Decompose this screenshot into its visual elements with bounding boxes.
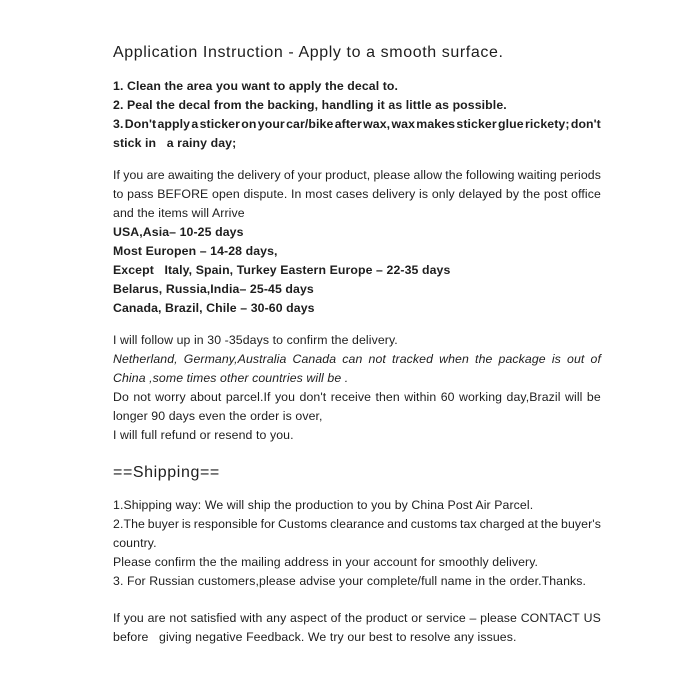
follow-up-line: I will full refund or resend to you. (113, 428, 294, 442)
follow-up-line: longer 90 days even the order is over, (113, 409, 323, 423)
shipping-heading-block (113, 462, 601, 484)
feedback-note-line: If you are not satisfied with any aspect of the product or service – please CONTACT US (113, 611, 601, 625)
delivery-time-line: Most Europen – 14-28 days, (113, 244, 278, 258)
follow-up-notes (113, 331, 601, 445)
delivery-notice (113, 166, 601, 223)
shipping-term-line: Please confirm the the mailing address in your account for smoothly delivery. (113, 555, 539, 569)
shipping-term-line: 2.The buyer is responsible for Customs clearance and customs tax charged at the buyer's (113, 517, 601, 531)
delivery-notice-line: and the items will Arrive (113, 206, 245, 220)
delivery-time-line: Except Italy, Spain, Turkey Eastern Europe – 22-35 days (113, 263, 451, 277)
page-title: Application Instruction - Apply to a smooth surface. (113, 44, 504, 61)
delivery-time-line: Belarus, Russia,India– 25-45 days (113, 282, 314, 296)
delivery-time-line: USA,Asia– 10-25 days (113, 225, 244, 239)
page-title-block (113, 42, 601, 64)
follow-up-line: Do not worry about parcel.If you don't receive then within 60 working day,Brazil will be (113, 390, 601, 404)
delivery-notice-line: to pass BEFORE open dispute. In most cases delivery is only delayed by the post office (113, 187, 601, 201)
follow-up-line: Netherland, Germany,Australia Canada can not tracked when the package is out of (113, 352, 601, 366)
application-step-line: 1. Clean the area you want to apply the decal to. (113, 79, 399, 93)
shipping-term-line: country. (113, 536, 157, 550)
application-step-line: 3. Don't apply a sticker on your car/bike after wax, wax makes sticker glue rickety; don't (113, 117, 601, 131)
feedback-note (113, 609, 601, 647)
shipping-terms (113, 496, 601, 591)
shipping-heading: ==Shipping== (113, 464, 220, 481)
shipping-term-line: 3. For Russian customers,please advise your complete/full name in the order.Thanks. (113, 574, 587, 588)
shipping-term-line: 1.Shipping way: We will ship the production to you by China Post Air Parcel. (113, 498, 534, 512)
follow-up-line: China ,some times other countries will be . (113, 371, 349, 385)
application-step-line: stick in a rainy day; (113, 136, 237, 150)
delivery-time-line: Canada, Brazil, Chile – 30-60 days (113, 301, 315, 315)
application-steps (113, 77, 601, 153)
feedback-note-line: before giving negative Feedback. We try our best to resolve any issues. (113, 630, 517, 644)
delivery-times (113, 223, 601, 318)
delivery-notice-line: If you are awaiting the delivery of your product, please allow the following waiting periods (113, 168, 601, 182)
follow-up-line: I will follow up in 30 -35days to confirm the delivery. (113, 333, 398, 347)
application-step-line: 2. Peal the decal from the backing, handling it as little as possible. (113, 98, 507, 112)
